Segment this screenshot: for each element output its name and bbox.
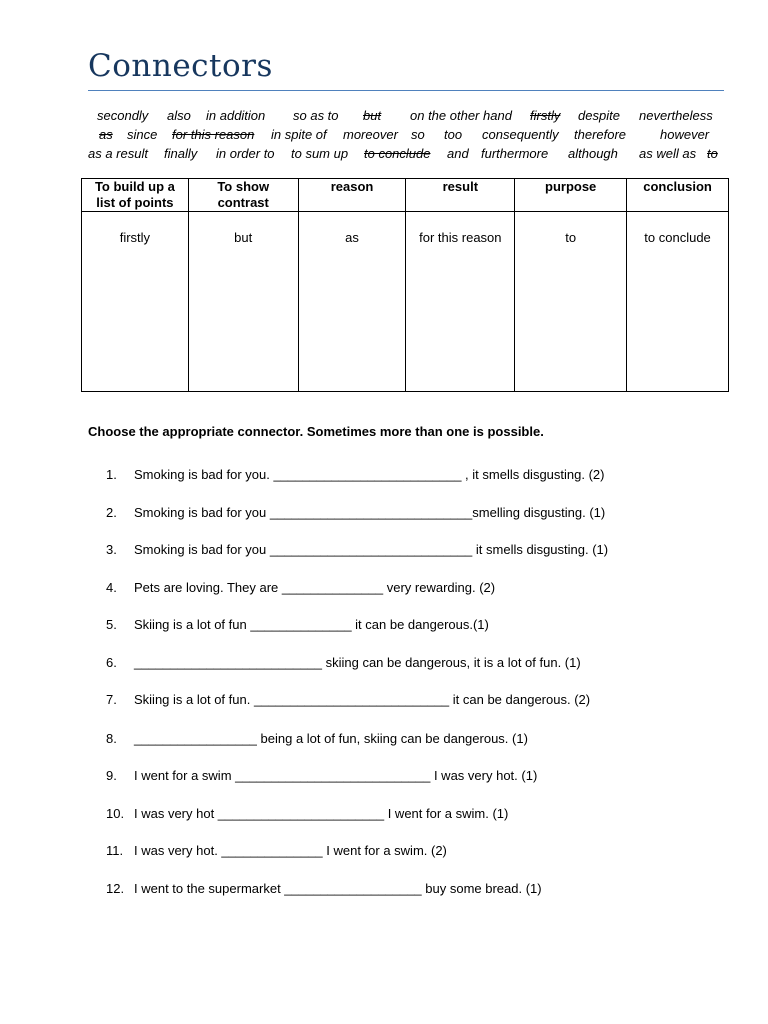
- question-item: [106, 881, 542, 896]
- word-bank-row: [88, 146, 728, 165]
- question-text: I was very hot _______________________ I went for a swim. (1): [134, 806, 509, 821]
- word-bank-word: therefore: [574, 127, 627, 142]
- word-bank-word: furthermore: [481, 146, 549, 161]
- question-number: 11.: [106, 843, 124, 858]
- word-bank-word: however: [660, 127, 710, 142]
- question-text: __________________________ skiing can be dangerous, it is a lot of fun. (1): [134, 655, 581, 670]
- table-cell: firstly: [82, 212, 189, 392]
- word-bank-word: in spite of: [271, 127, 327, 142]
- column-header: To build up a list of points: [82, 179, 189, 212]
- word-bank-word: since: [127, 127, 158, 142]
- word-bank-word: for this reason: [172, 127, 255, 142]
- word-bank-word: despite: [578, 108, 620, 123]
- word-bank-word: on the other hand: [410, 108, 512, 123]
- question-text: _________________ being a lot of fun, skiing can be dangerous. (1): [134, 731, 528, 746]
- question-text: Smoking is bad for you. __________________________ , it smells disgusting. (2): [134, 467, 605, 482]
- question-text: Smoking is bad for you ____________________________smelling disgusting. (1): [134, 505, 606, 520]
- title-underline: [88, 90, 724, 91]
- word-bank: [88, 108, 728, 165]
- question-item: [106, 806, 508, 821]
- column-header: purpose: [515, 179, 627, 212]
- question-text: Skiing is a lot of fun. ___________________________ it can be dangerous. (2): [134, 692, 591, 707]
- question-item: [106, 542, 608, 557]
- question-text: Smoking is bad for you ____________________________ it smells disgusting. (1): [134, 542, 609, 557]
- question-number: 7.: [106, 692, 117, 707]
- question-text: Skiing is a lot of fun ______________ it can be dangerous.(1): [134, 617, 489, 632]
- question-item: [106, 731, 528, 746]
- question-number: 4.: [106, 580, 117, 595]
- column-header: reason: [298, 179, 406, 212]
- question-item: [106, 467, 604, 482]
- word-bank-word: moreover: [343, 127, 398, 142]
- question-item: [106, 692, 590, 707]
- word-bank-word: as a result: [88, 146, 148, 161]
- word-bank-word: consequently: [482, 127, 559, 142]
- word-bank-row: [88, 127, 728, 146]
- word-bank-word: also: [167, 108, 191, 123]
- word-bank-word: secondly: [97, 108, 149, 123]
- page-title: Connectors: [88, 48, 273, 84]
- word-bank-word: and: [447, 146, 469, 161]
- table-cell: for this reason: [406, 212, 515, 392]
- question-text: I was very hot. ______________ I went for a swim. (2): [134, 843, 447, 858]
- word-bank-word: to sum up: [291, 146, 349, 161]
- word-bank-word: firstly: [530, 108, 561, 123]
- question-item: [106, 768, 537, 783]
- word-bank-word: to conclude: [364, 146, 431, 161]
- table-cell: as: [298, 212, 406, 392]
- word-bank-word: finally: [164, 146, 198, 161]
- question-number: 12.: [106, 881, 125, 896]
- question-number: 3.: [106, 542, 117, 557]
- word-bank-word: in addition: [206, 108, 266, 123]
- question-number: 5.: [106, 617, 117, 632]
- word-bank-word: in order to: [216, 146, 275, 161]
- exercise-instruction: Choose the appropriate connector. Sometimes more than one is possible.: [88, 424, 544, 439]
- question-text: I went to the supermarket ___________________ buy some bread. (1): [134, 881, 542, 896]
- word-bank-row: [88, 108, 728, 127]
- question-text: I went for a swim ___________________________ I was very hot. (1): [134, 768, 538, 783]
- word-bank-word: as: [99, 127, 113, 142]
- question-number: 2.: [106, 505, 117, 520]
- word-bank-word: to: [707, 146, 718, 161]
- column-header: result: [406, 179, 515, 212]
- word-bank-word: too: [444, 127, 463, 142]
- table-cell: but: [188, 212, 298, 392]
- question-number: 6.: [106, 655, 117, 670]
- question-text: Pets are loving. They are ______________ very rewarding. (2): [134, 580, 496, 595]
- word-bank-word: as well as: [639, 146, 697, 161]
- word-bank-word: but: [363, 108, 382, 123]
- question-item: [106, 617, 489, 632]
- word-bank-word: nevertheless: [639, 108, 713, 123]
- column-header: To show contrast: [188, 179, 298, 212]
- question-item: [106, 580, 495, 595]
- question-item: [106, 655, 581, 670]
- question-item: [106, 843, 447, 858]
- connector-categories-table: [81, 178, 729, 392]
- column-header: conclusion: [627, 179, 729, 212]
- question-number: 8.: [106, 731, 117, 746]
- table-cell: to conclude: [627, 212, 729, 392]
- word-bank-word: although: [568, 146, 618, 161]
- table-cell: to: [515, 212, 627, 392]
- question-number: 1.: [106, 467, 117, 482]
- word-bank-word: so as to: [293, 108, 339, 123]
- table-header-row: [82, 179, 729, 212]
- question-item: [106, 505, 605, 520]
- question-number: 9.: [106, 768, 117, 783]
- table-row: [82, 212, 729, 392]
- word-bank-word: so: [411, 127, 425, 142]
- question-number: 10.: [106, 806, 125, 821]
